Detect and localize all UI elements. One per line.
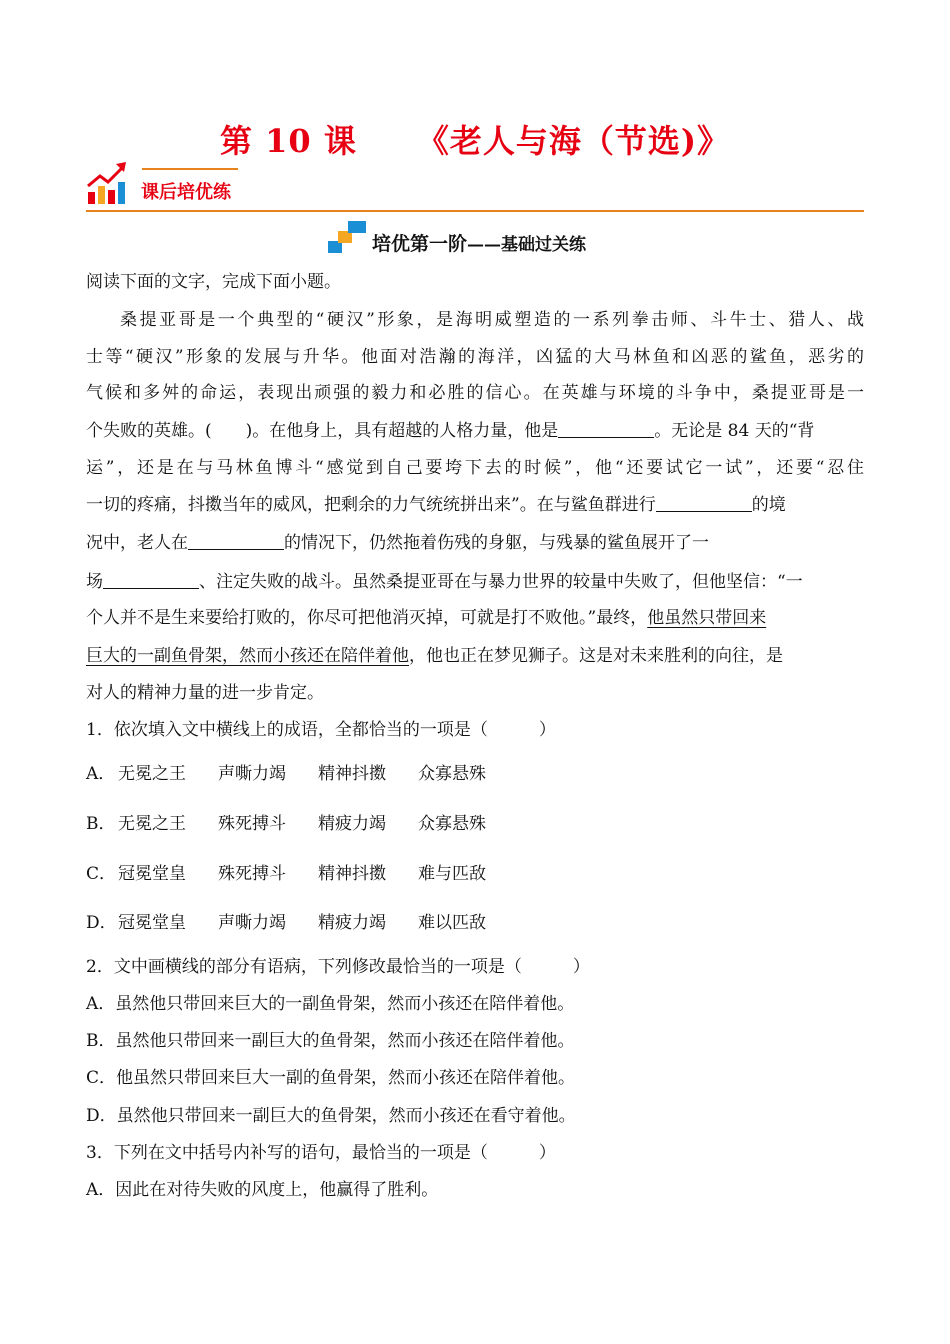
underlined-text: 巨大的一副鱼骨架，然而小孩还在陪伴着他	[86, 646, 409, 666]
header-accent-rule	[142, 168, 238, 170]
q1-option-a[interactable]: A． 无冕之王 声嘶力竭 精神抖擞 众寡悬殊	[86, 764, 486, 784]
q2-option-d[interactable]: D．虽然他只带回来一副巨大的鱼骨架，然而小孩还在看守着他。	[86, 1106, 576, 1126]
passage-line: 对人的精神力量的进一步肯定。	[86, 683, 324, 703]
q1-option-d[interactable]: D．冠冕堂皇 声嘶力竭 精疲力竭 难以匹敌	[86, 913, 486, 933]
q1-option-c[interactable]: C． 冠冕堂皇 殊死搏斗 精神抖擞 难与匹敌	[86, 864, 486, 884]
answer-blank[interactable]	[188, 531, 284, 550]
underlined-text: 他虽然只带回来	[647, 608, 767, 628]
passage-line: 况中，老人在 的情况下，仍然拖着伤残的身躯，与残暴的鲨鱼展开了一	[86, 533, 709, 553]
growth-chart-icon	[86, 160, 130, 206]
passage-line: 个人并不是生来要给打败的，你尽可把他消灭掉，可就是打不败他。”最终，他虽然只带回来	[86, 608, 767, 628]
question-1-stem: 1．依次填入文中横线上的成语，全都恰当的一项是（ ）	[86, 720, 556, 740]
q2-option-c[interactable]: C．他虽然只带回来巨大一副的鱼骨架，然而小孩还在陪伴着他。	[86, 1068, 576, 1088]
q1-option-b[interactable]: B． 无冕之王 殊死搏斗 精疲力竭 众寡悬殊	[86, 814, 486, 834]
passage-line: 桑提亚哥是一个典型的“硬汉”形象，是海明威塑造的一系列拳击师、斗牛士、猎人、战	[120, 310, 864, 330]
lesson-number: 第 10 课	[220, 122, 357, 160]
lesson-title: 《老人与海（节选)》	[416, 122, 730, 160]
passage-line: 一切的疼痛，抖擞当年的威风，把剩余的力气统统拼出来”。在与鲨鱼群进行 的境	[86, 495, 786, 515]
instruction: 阅读下面的文字，完成下面小题。	[86, 272, 341, 292]
answer-blank[interactable]	[103, 570, 199, 589]
page-title	[0, 116, 950, 162]
passage-line: 场 、注定失败的战斗。虽然桑提亚哥在与暴力世界的较量中失败了，但他坚信：“一	[86, 572, 803, 592]
answer-blank[interactable]	[656, 493, 752, 512]
q3-option-a[interactable]: A．因此在对待失败的风度上，他赢得了胜利。	[86, 1180, 439, 1200]
question-3-stem: 3．下列在文中括号内补写的语句，最恰当的一项是（ ）	[86, 1143, 556, 1163]
passage-line: 运”，还是在与马林鱼博斗“感觉到自己要垮下去的时候”，他“还要试它一试”，还要“忍住	[86, 458, 864, 478]
q2-option-a[interactable]: A．虽然他只带回来巨大的一副鱼骨架，然而小孩还在陪伴着他。	[86, 994, 575, 1014]
steps-icon	[328, 219, 370, 253]
section-tag: 课后培优练	[141, 182, 231, 203]
question-2-stem: 2．文中画横线的部分有语病，下列修改最恰当的一项是（ ）	[86, 957, 590, 977]
passage-line: 士等“硬汉”形象的发展与升华。他面对浩瀚的海洋，凶猛的大马林鱼和凶恶的鲨鱼，恶劣的	[86, 347, 864, 367]
header-rule	[86, 210, 864, 212]
passage-line: 巨大的一副鱼骨架，然而小孩还在陪伴着他，他也正在梦见狮子。这是对未来胜利的向往，是	[86, 646, 783, 666]
answer-blank[interactable]	[558, 419, 654, 438]
passage-line: 个失败的英雄。( )。在他身上，具有超越的人格力量，他是 。无论是 84 天的“背	[86, 421, 815, 441]
passage-line: 气候和多舛的命运，表现出顽强的毅力和必胜的信心。在英雄与环境的斗争中，桑提亚哥是一	[86, 383, 864, 403]
section-title: 培优第一阶——基础过关练	[372, 233, 587, 255]
q2-option-b[interactable]: B．虽然他只带回来一副巨大的鱼骨架，然而小孩还在陪伴着他。	[86, 1031, 575, 1051]
